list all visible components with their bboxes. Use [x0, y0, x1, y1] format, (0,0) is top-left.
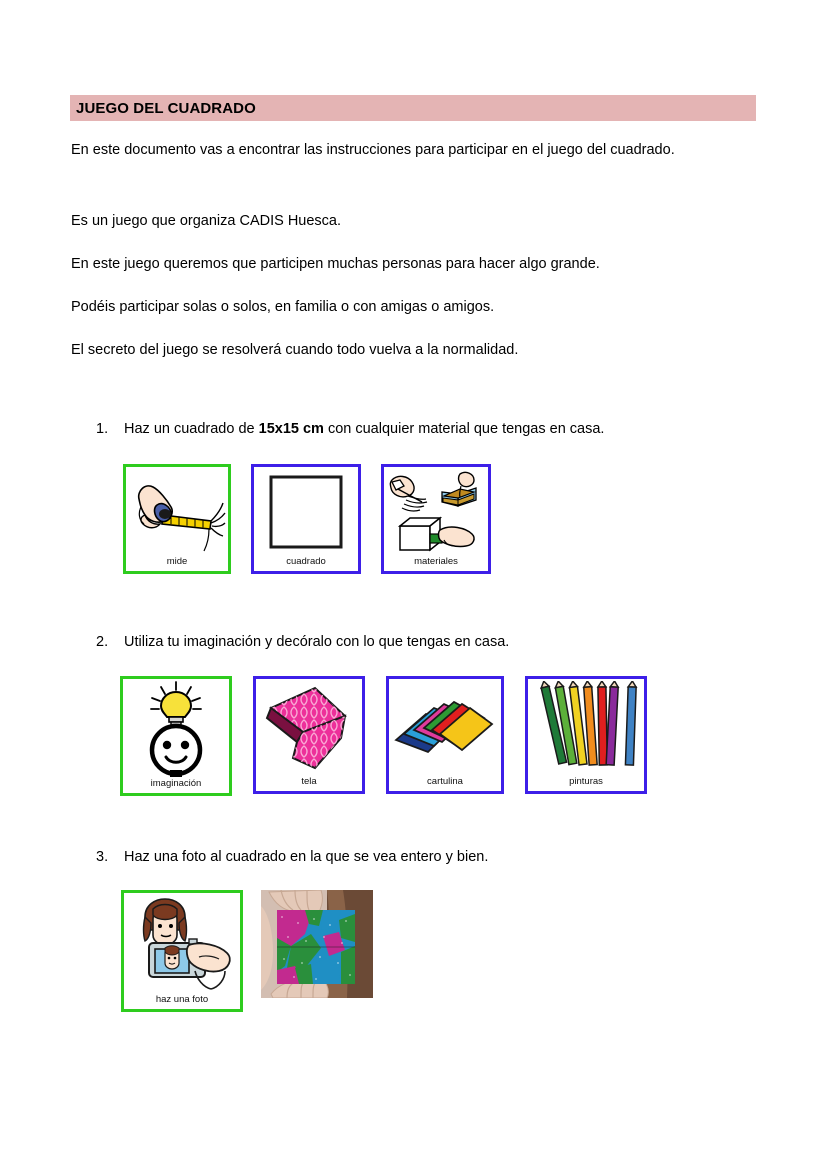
lightbulb-head-icon: [123, 679, 229, 778]
step-1: [96, 419, 776, 439]
pictogram-imaginacion: [120, 676, 232, 796]
paragraph-organizer: Es un juego que organiza CADIS Huesca.: [71, 213, 342, 229]
pictogram-cartulina-caption: cartulina: [427, 776, 463, 787]
document-title-bar: [70, 95, 756, 121]
step-2-text: Utiliza tu imaginación y decóralo con lo que tengas en casa.: [124, 634, 510, 650]
step-1-bold: 15x15 cm: [258, 421, 324, 437]
pictogram-mide: [123, 464, 231, 574]
folded-fabric-icon: [256, 679, 362, 776]
pictogram-row-2: [120, 676, 647, 796]
colored-pencils-icon: [528, 679, 644, 776]
pictogram-mide-caption: mide: [166, 556, 188, 567]
step-1-text: [124, 419, 604, 439]
pictogram-pinturas-caption: pinturas: [569, 776, 603, 787]
pictogram-materiales-caption: materiales: [414, 556, 458, 567]
paragraph-secret: El secreto del juego se resolverá cuando todo vuelva a la normalidad.: [71, 342, 519, 358]
paragraph-how-to-join: Podéis participar solas o solos, en familia o con amigas o amigos.: [71, 299, 495, 315]
materials-icon: [384, 467, 488, 556]
step-2-number: 2.: [96, 634, 109, 650]
step-1-text-after: con cualquier material que tengas en casa.: [323, 421, 605, 437]
pictogram-tela: [253, 676, 365, 794]
step-2: [96, 632, 776, 652]
pictogram-haz-una-foto-caption: haz una foto: [155, 994, 209, 1005]
pictogram-pinturas: [525, 676, 647, 794]
step-1-number: 1.: [96, 421, 109, 437]
measuring-tape-icon: [126, 467, 228, 556]
pictogram-haz-una-foto: [121, 890, 243, 1012]
pictogram-tela-caption: tela: [301, 776, 317, 787]
step-3-text: Haz una foto al cuadrado en la que se vea entero y bien.: [124, 849, 489, 865]
pictogram-cuadrado: [251, 464, 361, 574]
take-photo-icon: [124, 893, 240, 994]
page-title: JUEGO DEL CUADRADO: [76, 99, 256, 117]
paragraph-participants: En este juego queremos que participen muchas personas para hacer algo grande.: [71, 256, 600, 272]
pictogram-imaginacion-caption: imaginación: [150, 778, 202, 789]
pictogram-materiales: [381, 464, 491, 574]
step-3-number: 3.: [96, 849, 109, 865]
step-1-text-before: Haz un cuadrado de: [124, 421, 259, 437]
pictogram-row-1: [123, 464, 491, 574]
photo-decorated-square: [261, 890, 373, 998]
pictogram-cuadrado-caption: cuadrado: [286, 556, 326, 567]
paragraph-intro: En este documento vas a encontrar las instrucciones para participar en el juego del cuadrado.: [71, 142, 675, 158]
pictogram-row-3: [121, 890, 373, 1012]
colored-cardstock-icon: [389, 679, 501, 776]
square-outline-icon: [254, 467, 358, 556]
step-3: [96, 847, 776, 867]
pictogram-cartulina: [386, 676, 504, 794]
